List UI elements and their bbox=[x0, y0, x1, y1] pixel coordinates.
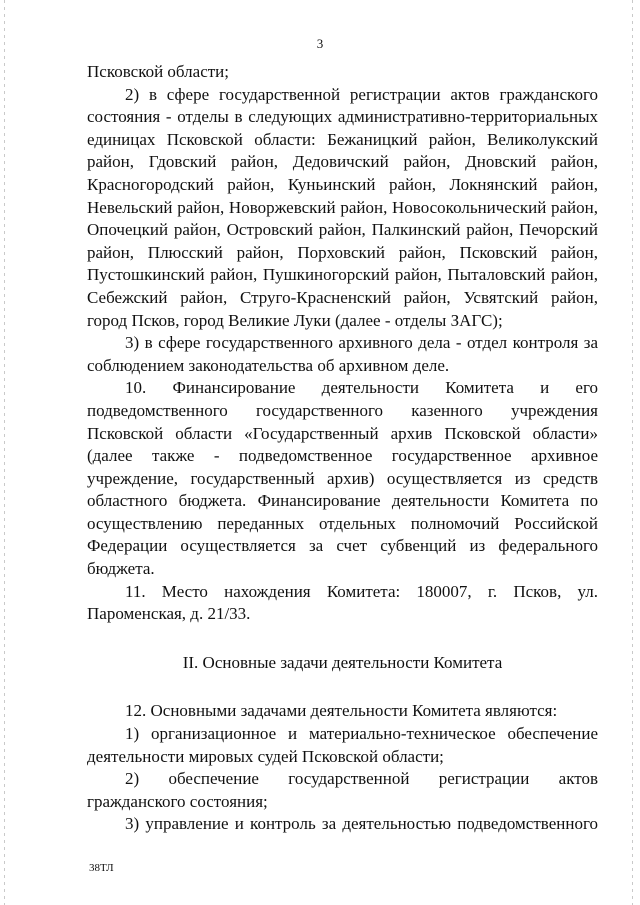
section-heading: II. Основные задачи деятельности Комитета bbox=[182, 652, 503, 672]
tasks-intro: 12. Основными задачами деятельности Комитета являются: bbox=[125, 701, 558, 721]
paragraph-archive-department: 3) в сфере государственного архивного дела - отдел контроля за соблюдением законодательства об архивном деле. bbox=[87, 333, 598, 375]
document-body bbox=[87, 61, 598, 836]
task-item-2: 2) обеспечение государственной регистрации актов гражданского состояния; bbox=[87, 769, 598, 811]
paragraph-location: 11. Место нахождения Комитета: 180007, г. Псков, ул. Пароменская, д. 21/33. bbox=[87, 581, 598, 624]
task-item-3: 3) управление и контроль за деятельностью подведомственного bbox=[125, 814, 598, 834]
scan-edge-left bbox=[4, 0, 5, 905]
page-number: 3 bbox=[316, 36, 324, 51]
paragraph-zags-departments: 2) в сфере государственной регистрации актов гражданского состояния - отделы в следующих административно-территориальных единицах Псковской области: Бежаницкий район, Великолукский район, Гдовский район, Дедовичский район, Дновский район, Красногородский район, Куньинский район, Локнянский район, Невельский район, Новоржевский район, Новосокольнический район, Опочецкий район, Островский район, Палкинский район, Печорский район, Плюсский район, Порховский район, Псковский район, Пустошкинский район, Пушкиногорский район, Пыталовский район, Себежский район, Струго-Красненский район, Усвятский район, город Псков, город Великие Луки (далее - отделы ЗАГС); bbox=[87, 84, 598, 330]
task-item-1: 1) организационное и материально-техническое обеспечение деятельности мировых судей Псковской области; bbox=[87, 724, 598, 766]
footer-code: 38ТЛ bbox=[89, 862, 114, 874]
scan-edge-right bbox=[632, 0, 633, 905]
paragraph-financing: 10. Финансирование деятельности Комитета и его подведомственного государственного казенного учреждения Псковской области «Государственный архив Псковской области» (далее также - подведомственное государственное архивное учреждение, государственный архив) осуществляется из средств областного бюджета. Финансирование деятельности Комитета по осуществлению переданных отдельных полномочий Российской Федерации осуществляется за счет субвенций из федерального бюджета. bbox=[87, 378, 598, 579]
paragraph-continuation: Псковской области; bbox=[87, 62, 229, 81]
